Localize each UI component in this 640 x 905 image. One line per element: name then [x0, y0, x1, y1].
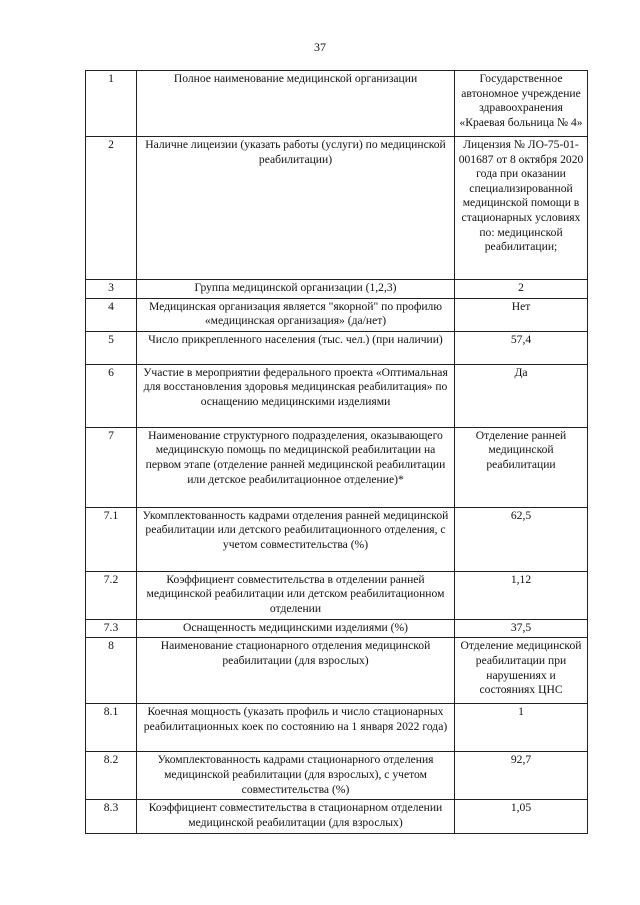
table-row	[86, 137, 588, 280]
value-cell: 1	[455, 704, 588, 752]
table-row	[86, 364, 588, 427]
table-row	[86, 280, 588, 299]
table-row	[86, 638, 588, 704]
table-row	[86, 752, 588, 800]
table-row	[86, 427, 588, 507]
value-cell: 2	[455, 280, 588, 299]
row-number: 3	[86, 280, 137, 299]
value-cell: 1,05	[455, 800, 588, 833]
indicator-cell: Наименование стационарного отделения медицинской реабилитации (для взрослых)	[137, 638, 455, 704]
indicator-cell: Медицинская организация является "якорной" по профилю «медицинская организация» (да/нет)	[137, 298, 455, 331]
indicator-cell: Участие в мероприятии федерального проекта «Оптимальная для восстановления здоровья медицинская реабилитация» по оснащению медицинскими изделиями	[137, 364, 455, 427]
table-row	[86, 331, 588, 364]
value-cell: 1,12	[455, 571, 588, 619]
value-cell: 92,7	[455, 752, 588, 800]
row-number: 7.1	[86, 507, 137, 571]
value-cell: Государственное автономное учреждение здравоохранения «Краевая больница № 4»	[455, 71, 588, 137]
row-number: 2	[86, 137, 137, 280]
row-number: 8	[86, 638, 137, 704]
value-cell: 37,5	[455, 619, 588, 638]
table-row	[86, 571, 588, 619]
value-cell: Нет	[455, 298, 588, 331]
table-row	[86, 298, 588, 331]
row-number: 8.3	[86, 800, 137, 833]
row-number: 7	[86, 427, 137, 507]
value-cell: Отделение ранней медицинской реабилитации	[455, 427, 588, 507]
indicator-cell: Укомплектованность кадрами стационарного отделения медицинской реабилитации (для взрослых), с учетом совместительства (%)	[137, 752, 455, 800]
row-number: 7.3	[86, 619, 137, 638]
table-row	[86, 619, 588, 638]
row-number: 4	[86, 298, 137, 331]
indicator-cell: Коэффициент совместительства в отделении ранней медицинской реабилитации или детском реабилитационном отделении	[137, 571, 455, 619]
indicator-cell: Полное наименование медицинской организации	[137, 71, 455, 137]
row-number: 8.1	[86, 704, 137, 752]
row-number: 6	[86, 364, 137, 427]
indicator-cell: Наименование структурного подразделения, оказывающего медицинскую помощь по медицинской реабилитации на первом этапе (отделение ранней медицинской реабилитации или детское реабилитационное отделение)*	[137, 427, 455, 507]
table-row	[86, 704, 588, 752]
page-number: 37	[314, 40, 326, 54]
indicator-cell: Группа медицинской организации (1,2,3)	[137, 280, 455, 299]
data-table	[85, 70, 588, 834]
table-row	[86, 507, 588, 571]
indicator-cell: Наличне лицеизии (указать работы (услуги) по медицинской реабилитации)	[137, 137, 455, 280]
row-number: 7.2	[86, 571, 137, 619]
value-cell: 62,5	[455, 507, 588, 571]
value-cell: Лицензия № ЛО-75-01-001687 от 8 октября 2020 года при оказании специализированной медицинской помощи в стационарных условиях по: медицинской реабилитации;	[455, 137, 588, 280]
table-row	[86, 71, 588, 137]
row-number: 8.2	[86, 752, 137, 800]
table-row	[86, 800, 588, 833]
indicator-cell: Число прикрепленного населения (тыс. чел.) (при наличии)	[137, 331, 455, 364]
indicator-cell: Коэффициент совместительства в стационарном отделении медицинской реабилитации (для взрослых)	[137, 800, 455, 833]
row-number: 5	[86, 331, 137, 364]
indicator-cell: Оснащенность медицинскими изделиями (%)	[137, 619, 455, 638]
indicator-cell: Укомплектованность кадрами отделения ранней медицинской реабилитации или детского реабилитационного отделения, с учетом совместительства (%)	[137, 507, 455, 571]
value-cell: Да	[455, 364, 588, 427]
value-cell: Отделение медицинской реабилитации при нарушениях и состояниях ЦНС	[455, 638, 588, 704]
value-cell: 57,4	[455, 331, 588, 364]
row-number: 1	[86, 71, 137, 137]
indicator-cell: Коечная мощность (указать профиль и число стационарных реабилитационных коек по состоянию на 1 января 2022 года)	[137, 704, 455, 752]
